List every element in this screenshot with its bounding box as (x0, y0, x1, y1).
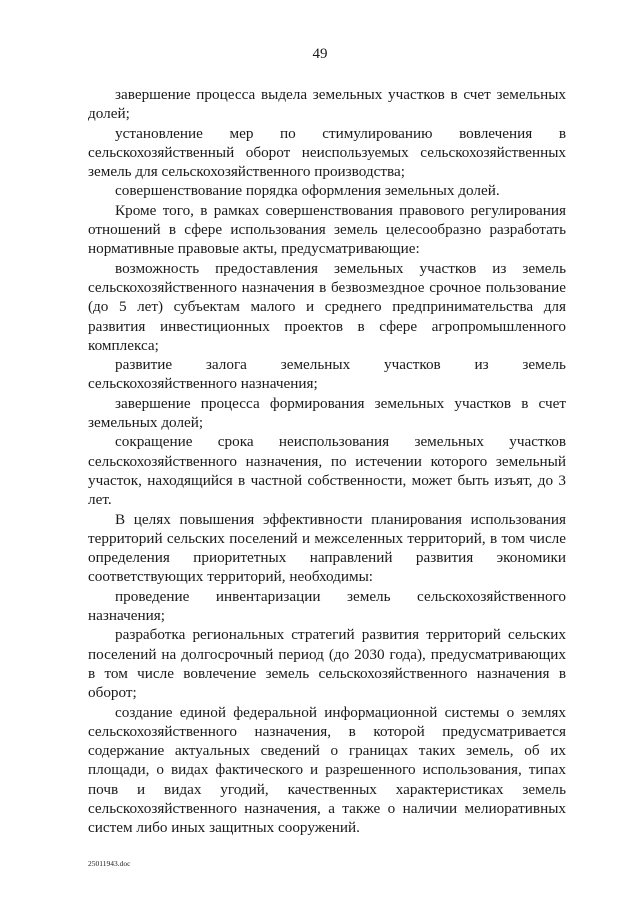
document-body (88, 85, 566, 838)
paragraph: создание единой федеральной информационной системы о землях сельскохозяйственного назначения, в которой предусматривается содержание актуальных сведений о границах таких земель, об их площади, о видах фактического и разрешенного использования, типах почв и видах угодий, качественных характеристиках земель сельскохозяйственного назначения, а также о наличии мелиоративных систем либо иных защитных сооружений. (88, 703, 566, 837)
paragraph: установление мер по стимулированию вовлечения в сельскохозяйственный оборот неиспользуемых сельскохозяйственных земель для сельскохозяйственного производства; (88, 124, 566, 181)
paragraph: Кроме того, в рамках совершенствования правового регулирования отношений в сфере использования земель целесообразно разработать нормативные правовые акты, предусматривающие: (88, 201, 566, 258)
paragraph: разработка региональных стратегий развития территорий сельских поселений на долгосрочный период (до 2030 года), предусматривающих в том числе вовлечение земель сельскохозяйственного назначения в оборот; (88, 626, 566, 702)
page-number: 49 (312, 46, 328, 62)
paragraph: проведение инвентаризации земель сельскохозяйственного назначения; (88, 587, 566, 625)
paragraph: сокращение срока неиспользования земельных участков сельскохозяйственного назначения, по истечении которого земельный участок, находящийся в частной собственности, может быть изъят, до 3 лет. (88, 433, 566, 509)
paragraph: возможность предоставления земельных участков из земель сельскохозяйственного назначения в безвозмездное срочное пользование (до 5 лет) субъектам малого и среднего предпринимательства для развития инвестиционных проектов в сфере агропромышленного комплекса; (88, 259, 566, 354)
paragraph: В целях повышения эффективности планирования использования территорий сельских поселений и межселенных территорий, в том числе определения приоритетных направлений развития экономики соответствующих территорий, необходимы: (88, 510, 566, 586)
paragraph: завершение процесса выдела земельных участков в счет земельных долей; (88, 86, 566, 123)
paragraph: завершение процесса формирования земельных участков в счет земельных долей; (88, 394, 566, 432)
file-name-footer: 25011943.doc (88, 859, 131, 868)
paragraph: развитие залога земельных участков из земель сельскохозяйственного назначения; (88, 356, 566, 393)
paragraph: совершенствование порядка оформления земельных долей. (115, 182, 500, 200)
